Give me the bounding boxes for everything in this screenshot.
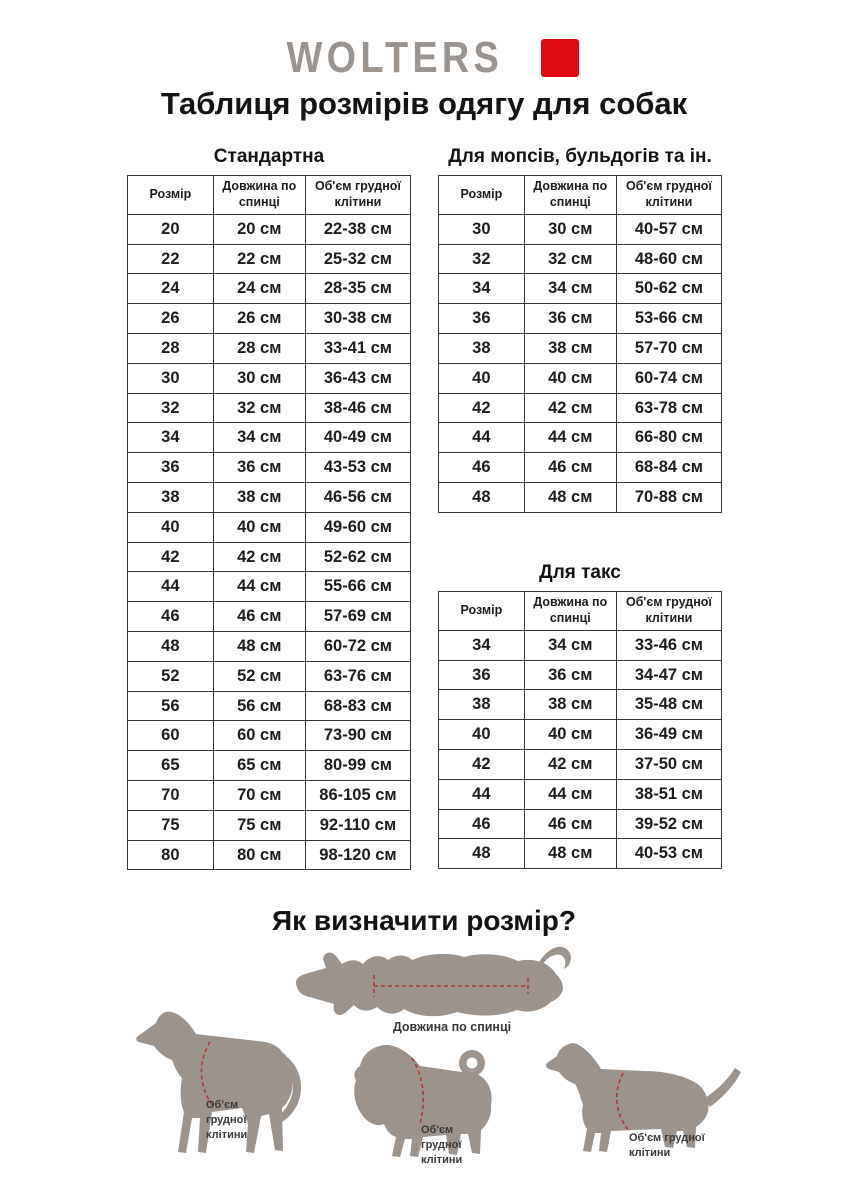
- table-cell: 42 см: [213, 542, 305, 572]
- table-cell: 24: [128, 274, 214, 304]
- table-cell: 75 см: [213, 810, 305, 840]
- column-header: Об'єм грудної клітини: [616, 175, 721, 214]
- table-row: [439, 779, 722, 809]
- table-cell: 48 см: [524, 483, 616, 513]
- table-row: [128, 572, 411, 602]
- table-cell: 40: [128, 512, 214, 542]
- table-cell: 48-60 см: [616, 244, 721, 274]
- table-cell: 24 см: [213, 274, 305, 304]
- table-row: [439, 214, 722, 244]
- table-cell: 42 см: [524, 393, 616, 423]
- table-cell: 28 см: [213, 334, 305, 364]
- table-row: [439, 630, 722, 660]
- table-row: [439, 244, 722, 274]
- table-cell: 30 см: [213, 363, 305, 393]
- table-cell: 40 см: [524, 720, 616, 750]
- table-row: [128, 661, 411, 691]
- table-cell: 40-53 см: [616, 839, 721, 869]
- table-row: [128, 632, 411, 662]
- table-cell: 36: [439, 660, 525, 690]
- how-to-measure-title: Як визначити розмір?: [272, 905, 576, 936]
- table-row: [128, 602, 411, 632]
- table-cell: 38 см: [213, 483, 305, 513]
- table-cell: 60: [128, 721, 214, 751]
- table-cell: 30: [128, 363, 214, 393]
- table-cell: 44 см: [213, 572, 305, 602]
- column-header: Об'єм грудної клітини: [616, 591, 721, 630]
- table-row: [128, 483, 411, 513]
- column-header: Довжина по спинці: [524, 591, 616, 630]
- table-row: [439, 453, 722, 483]
- table-title-dachshunds: Для такс: [539, 562, 621, 583]
- table-cell: 56: [128, 691, 214, 721]
- column-header: Розмір: [439, 591, 525, 630]
- table-cell: 60 см: [213, 721, 305, 751]
- dog-top-view-silhouette: [292, 938, 574, 1018]
- table-cell: 34: [439, 274, 525, 304]
- page-title: Таблиця розмірів одягу для собак: [160, 86, 688, 121]
- table-cell: 46: [439, 809, 525, 839]
- bulldog-tail-hole: [467, 1058, 478, 1069]
- table-cell: 33-46 см: [616, 630, 721, 660]
- table-cell: 36: [128, 453, 214, 483]
- column-header: Довжина по спинці: [213, 175, 305, 214]
- table-cell: 34: [439, 630, 525, 660]
- table-cell: 34 см: [213, 423, 305, 453]
- table-cell: 70 см: [213, 781, 305, 811]
- table-row: [439, 809, 722, 839]
- size-table-standard: [127, 175, 411, 871]
- table-cell: 80: [128, 840, 214, 870]
- table-cell: 75: [128, 810, 214, 840]
- table-cell: 35-48 см: [616, 690, 721, 720]
- table-block-dachshunds: [438, 563, 722, 869]
- table-cell: 60-72 см: [305, 632, 410, 662]
- header-row: [439, 591, 722, 630]
- column-header: Розмір: [128, 175, 214, 214]
- table-cell: 48 см: [524, 839, 616, 869]
- table-row: [128, 721, 411, 751]
- table-cell: 63-78 см: [616, 393, 721, 423]
- table-cell: 32: [128, 393, 214, 423]
- table-row: [439, 660, 722, 690]
- table-row: [128, 810, 411, 840]
- table-title-pugs-bulldogs: Для мопсів, бульдогів та ін.: [448, 146, 712, 167]
- table-cell: 80-99 см: [305, 751, 410, 781]
- table-row: [128, 423, 411, 453]
- table-cell: 60-74 см: [616, 363, 721, 393]
- table-cell: 30-38 см: [305, 304, 410, 334]
- table-cell: 48: [439, 483, 525, 513]
- table-cell: 38: [128, 483, 214, 513]
- table-cell: 63-76 см: [305, 661, 410, 691]
- table-cell: 98-120 см: [305, 840, 410, 870]
- table-row: [439, 334, 722, 364]
- table-cell: 22 см: [213, 244, 305, 274]
- table-row: [439, 750, 722, 780]
- table-cell: 34: [128, 423, 214, 453]
- table-row: [128, 334, 411, 364]
- table-cell: 32 см: [524, 244, 616, 274]
- table-cell: 68-84 см: [616, 453, 721, 483]
- table-row: [128, 840, 411, 870]
- table-cell: 57-70 см: [616, 334, 721, 364]
- table-cell: 55-66 см: [305, 572, 410, 602]
- table-row: [439, 393, 722, 423]
- table-cell: 68-83 см: [305, 691, 410, 721]
- table-cell: 70-88 см: [616, 483, 721, 513]
- brand-red-square-icon: [541, 39, 579, 77]
- table-cell: 38: [439, 334, 525, 364]
- table-row: [439, 720, 722, 750]
- chest-girth-label: Об'єм грудної клітини: [421, 1124, 463, 1166]
- table-cell: 40 см: [524, 363, 616, 393]
- table-cell: 42: [128, 542, 214, 572]
- table-cell: 46: [439, 453, 525, 483]
- table-cell: 22-38 см: [305, 214, 410, 244]
- brand-logo: [0, 34, 848, 82]
- table-cell: 32: [439, 244, 525, 274]
- table-cell: 70: [128, 781, 214, 811]
- table-row: [439, 274, 722, 304]
- table-row: [439, 483, 722, 513]
- table-cell: 28-35 см: [305, 274, 410, 304]
- table-cell: 42: [439, 750, 525, 780]
- table-cell: 36 см: [524, 304, 616, 334]
- table-cell: 34-47 см: [616, 660, 721, 690]
- table-cell: 40: [439, 720, 525, 750]
- table-cell: 36 см: [524, 660, 616, 690]
- table-cell: 32 см: [213, 393, 305, 423]
- table-cell: 36 см: [213, 453, 305, 483]
- chest-girth-label: Об'єм грудної клітини: [206, 1099, 248, 1141]
- table-cell: 52 см: [213, 661, 305, 691]
- table-row: [128, 453, 411, 483]
- table-cell: 44: [128, 572, 214, 602]
- table-row: [439, 304, 722, 334]
- table-cell: 44 см: [524, 423, 616, 453]
- table-cell: 36-49 см: [616, 720, 721, 750]
- table-row: [439, 839, 722, 869]
- table-cell: 36-43 см: [305, 363, 410, 393]
- table-cell: 56 см: [213, 691, 305, 721]
- table-title-standard: Стандартна: [213, 146, 325, 167]
- table-cell: 65 см: [213, 751, 305, 781]
- table-row: [128, 214, 411, 244]
- table-row: [128, 363, 411, 393]
- table-cell: 20: [128, 214, 214, 244]
- back-length-label: Довжина по спинці: [392, 1020, 512, 1034]
- table-cell: 92-110 см: [305, 810, 410, 840]
- table-cell: 57-69 см: [305, 602, 410, 632]
- table-cell: 42: [439, 393, 525, 423]
- column-header: Об'єм грудної клітини: [305, 175, 410, 214]
- table-cell: 73-90 см: [305, 721, 410, 751]
- table-cell: 65: [128, 751, 214, 781]
- table-row: [128, 274, 411, 304]
- table-cell: 22: [128, 244, 214, 274]
- table-row: [128, 512, 411, 542]
- table-cell: 20 см: [213, 214, 305, 244]
- table-cell: 46 см: [524, 453, 616, 483]
- header-row: [128, 175, 411, 214]
- table-row: [439, 423, 722, 453]
- column-header: Довжина по спинці: [524, 175, 616, 214]
- table-block-standard: [127, 147, 411, 870]
- table-row: [128, 751, 411, 781]
- table-row: [128, 244, 411, 274]
- table-row: [128, 691, 411, 721]
- table-cell: 34 см: [524, 274, 616, 304]
- table-cell: 52: [128, 661, 214, 691]
- header-row: [439, 175, 722, 214]
- table-cell: 36: [439, 304, 525, 334]
- chest-girth-label: Об'єм грудної клітини: [629, 1132, 705, 1159]
- table-cell: 48: [128, 632, 214, 662]
- table-cell: 66-80 см: [616, 423, 721, 453]
- table-cell: 52-62 см: [305, 542, 410, 572]
- table-cell: 86-105 см: [305, 781, 410, 811]
- table-cell: 46 см: [524, 809, 616, 839]
- table-cell: 37-50 см: [616, 750, 721, 780]
- table-cell: 42 см: [524, 750, 616, 780]
- size-table-dachshunds: [438, 591, 722, 869]
- table-row: [128, 781, 411, 811]
- table-cell: 50-62 см: [616, 274, 721, 304]
- dachshund-tail: [703, 1068, 741, 1107]
- table-cell: 46-56 см: [305, 483, 410, 513]
- table-cell: 49-60 см: [305, 512, 410, 542]
- table-cell: 43-53 см: [305, 453, 410, 483]
- table-row: [128, 542, 411, 572]
- table-cell: 39-52 см: [616, 809, 721, 839]
- table-cell: 33-41 см: [305, 334, 410, 364]
- table-block-pugs-bulldogs: [438, 147, 722, 513]
- brand-logo-text: WOLTERS: [286, 33, 504, 82]
- column-header: Розмір: [439, 175, 525, 214]
- table-cell: 28: [128, 334, 214, 364]
- table-cell: 30: [439, 214, 525, 244]
- table-cell: 25-32 см: [305, 244, 410, 274]
- table-cell: 44: [439, 779, 525, 809]
- table-cell: 53-66 см: [616, 304, 721, 334]
- table-cell: 38-51 см: [616, 779, 721, 809]
- table-cell: 40-57 см: [616, 214, 721, 244]
- size-table-pugs-bulldogs: [438, 175, 722, 513]
- table-row: [439, 363, 722, 393]
- table-cell: 38 см: [524, 690, 616, 720]
- table-row: [128, 393, 411, 423]
- table-cell: 46 см: [213, 602, 305, 632]
- table-cell: 44 см: [524, 779, 616, 809]
- table-cell: 26 см: [213, 304, 305, 334]
- table-cell: 48 см: [213, 632, 305, 662]
- table-cell: 34 см: [524, 630, 616, 660]
- table-cell: 44: [439, 423, 525, 453]
- table-row: [439, 690, 722, 720]
- table-cell: 46: [128, 602, 214, 632]
- table-cell: 38: [439, 690, 525, 720]
- table-cell: 40 см: [213, 512, 305, 542]
- table-cell: 26: [128, 304, 214, 334]
- table-cell: 40-49 см: [305, 423, 410, 453]
- table-cell: 30 см: [524, 214, 616, 244]
- table-cell: 38 см: [524, 334, 616, 364]
- table-cell: 40: [439, 363, 525, 393]
- table-cell: 80 см: [213, 840, 305, 870]
- table-row: [128, 304, 411, 334]
- table-cell: 38-46 см: [305, 393, 410, 423]
- table-cell: 48: [439, 839, 525, 869]
